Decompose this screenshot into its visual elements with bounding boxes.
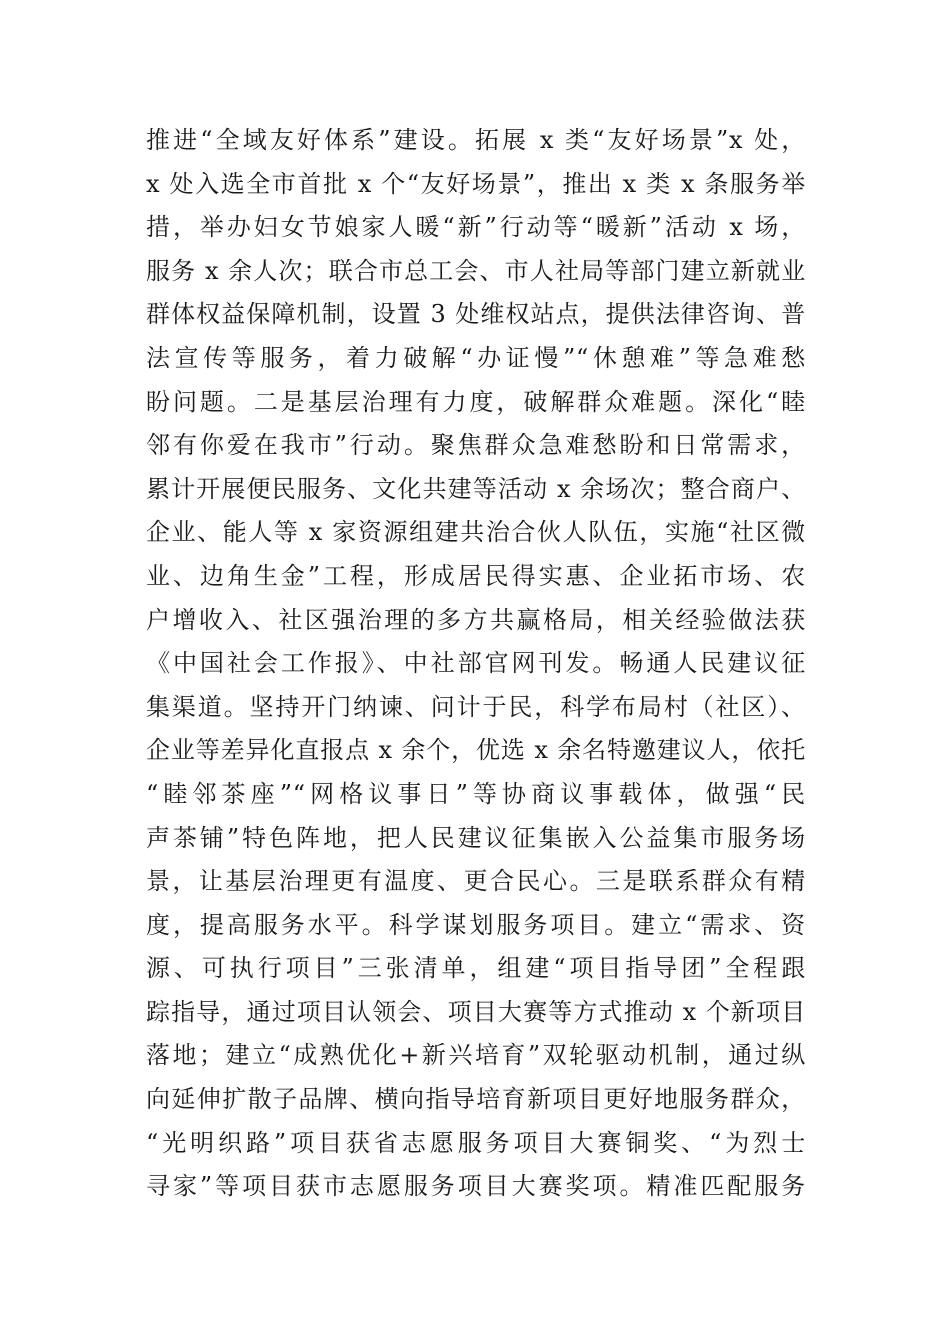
text-line: 群体权益保障机制，设置 3 处维权站点，提供法律咨询、普 xyxy=(146,300,806,329)
text-line: 推进“全域友好体系”建设。拓展 x 类“友好场景”x 处， xyxy=(146,126,806,154)
text-line: 向延伸扩散子品牌、横向指导培育新项目更好地服务群众， xyxy=(146,1085,806,1114)
text-line: 累计开展便民服务、文化共建等活动 x 余场次；整合商户、 xyxy=(146,474,806,503)
text-line: “光明织路”项目获省志愿服务项目大赛铜奖、“为烈士 xyxy=(146,1128,806,1157)
text-line: 盼问题。二是基层治理有力度，破解群众难题。深化“睦 xyxy=(146,387,806,416)
text-line: 服务 x 余人次；联合市总工会、市人社局等部门建立新就业 xyxy=(146,256,806,285)
text-line: 源、可执行项目”三张清单，组建“项目指导团”全程跟 xyxy=(146,954,806,983)
text-line: 集渠道。坚持开门纳谏、问计于民，科学布局村（社区）、 xyxy=(146,692,806,721)
text-line: 措，举办妇女节娘家人暖“新”行动等“暖新”活动 x 场， xyxy=(146,213,806,242)
text-line: 法宣传等服务，着力破解“办证慢”“休憩难”等急难愁 xyxy=(146,343,806,372)
text-line: 寻家”等项目获市志愿服务项目大赛奖项。精准匹配服务 xyxy=(146,1172,806,1201)
text-line: 景，让基层治理更有温度、更合民心。三是联系群众有精 xyxy=(146,867,806,896)
text-line: 业、边角生金”工程，形成居民得实惠、企业拓市场、农 xyxy=(146,561,806,590)
text-line: 户增收入、社区强治理的多方共赢格局，相关经验做法获 xyxy=(146,605,806,634)
text-line: 度，提高服务水平。科学谋划服务项目。建立“需求、资 xyxy=(146,910,806,939)
text-line: 落地；建立“成熟优化+新兴培育”双轮驱动机制，通过纵 xyxy=(146,1041,806,1070)
text-line: 企业、能人等 x 家资源组建共治合伙人队伍，实施“社区微 xyxy=(146,518,806,547)
text-line: 踪指导，通过项目认领会、项目大赛等方式推动 x 个新项目 xyxy=(146,997,806,1026)
text-line: 《中国社会工作报》、中社部官网刊发。畅通人民建议征 xyxy=(146,649,806,678)
body-text xyxy=(146,119,806,1209)
text-line: x 处入选全市首批 x 个“友好场景”，推出 x 类 x 条服务举 xyxy=(146,169,806,198)
text-line: 企业等差异化直报点 x 余个，优选 x 余名特邀建议人，依托 xyxy=(146,736,806,765)
text-line: 声茶铺”特色阵地，把人民建议征集嵌入公益集市服务场 xyxy=(146,823,806,852)
text-line: 邻有你爱在我市”行动。聚焦群众急难愁盼和日常需求， xyxy=(146,431,806,460)
text-line: “睦邻茶座”“网格议事日”等协商议事载体，做强“民 xyxy=(146,779,806,808)
